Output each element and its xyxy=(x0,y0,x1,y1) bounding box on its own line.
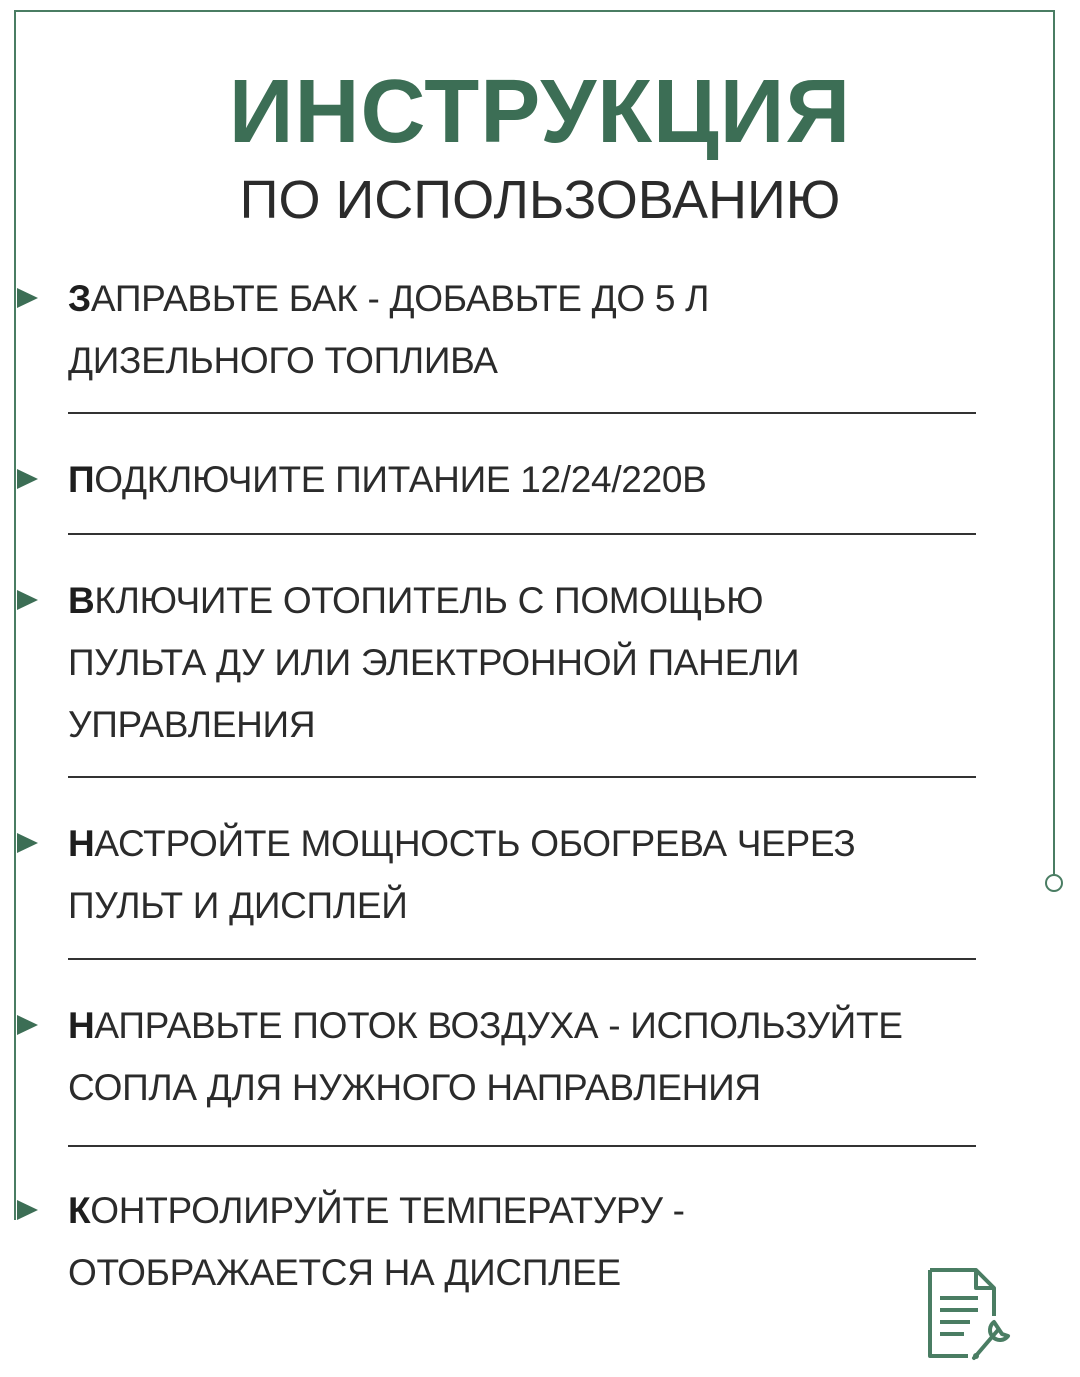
page-subtitle: ПО ИСПОЛЬЗОВАНИЮ xyxy=(239,170,841,230)
step-initial: К xyxy=(68,1190,91,1231)
step-text xyxy=(68,449,1058,511)
page-title: ИНСТРУКЦИЯ xyxy=(228,62,852,162)
divider xyxy=(68,533,976,535)
step-line: ДИЗЕЛЬНОГО ТОПЛИВА xyxy=(68,340,498,381)
divider xyxy=(68,1145,976,1147)
triangle-arrow-icon xyxy=(17,833,38,853)
triangle-arrow-icon xyxy=(17,288,38,308)
step-initial: З xyxy=(68,278,91,319)
step-line: ПУЛЬТА ДУ ИЛИ ЭЛЕКТРОННОЙ ПАНЕЛИ xyxy=(68,642,800,683)
step-line: УПРАВЛЕНИЯ xyxy=(68,704,316,745)
triangle-arrow-icon xyxy=(17,1200,38,1220)
step-line: ОТОБРАЖАЕТСЯ НА ДИСПЛЕЕ xyxy=(68,1252,621,1293)
step-initial: П xyxy=(68,459,95,500)
divider xyxy=(68,412,976,414)
step-line: ОДКЛЮЧИТЕ ПИТАНИЕ 12/24/220В xyxy=(94,459,707,500)
step-line: АПРАВЬТЕ БАК - ДОБАВЬТЕ ДО 5 Л xyxy=(90,278,710,319)
step-line: ОНТРОЛИРУЙТЕ ТЕМПЕРАТУРУ - xyxy=(90,1190,685,1231)
step-text xyxy=(68,813,1058,937)
step-line: АСТРОЙТЕ МОЩНОСТЬ ОБОГРЕВА ЧЕРЕЗ xyxy=(94,823,856,864)
divider xyxy=(68,776,976,778)
frame-top-line xyxy=(15,10,1055,12)
divider xyxy=(68,958,976,960)
step-line: АПРАВЬТЕ ПОТОК ВОЗДУХА - ИСПОЛЬЗУЙТЕ xyxy=(94,1005,903,1046)
step-text xyxy=(68,268,1058,392)
step-initial: В xyxy=(68,580,95,621)
triangle-arrow-icon xyxy=(17,469,38,489)
step-initial: Н xyxy=(68,823,95,864)
step-line: КЛЮЧИТЕ ОТОПИТЕЛЬ С ПОМОЩЬЮ xyxy=(94,580,764,621)
step-text xyxy=(68,1180,1058,1304)
step-line: СОПЛА ДЛЯ НУЖНОГО НАПРАВЛЕНИЯ xyxy=(68,1067,761,1108)
step-text xyxy=(68,570,1058,756)
step-initial: Н xyxy=(68,1005,95,1046)
step-line: ПУЛЬТ И ДИСПЛЕЙ xyxy=(68,885,408,926)
triangle-arrow-icon xyxy=(17,1015,38,1035)
step-text xyxy=(68,995,1058,1119)
document-wrench-icon xyxy=(918,1264,1018,1364)
triangle-arrow-icon xyxy=(17,590,38,610)
